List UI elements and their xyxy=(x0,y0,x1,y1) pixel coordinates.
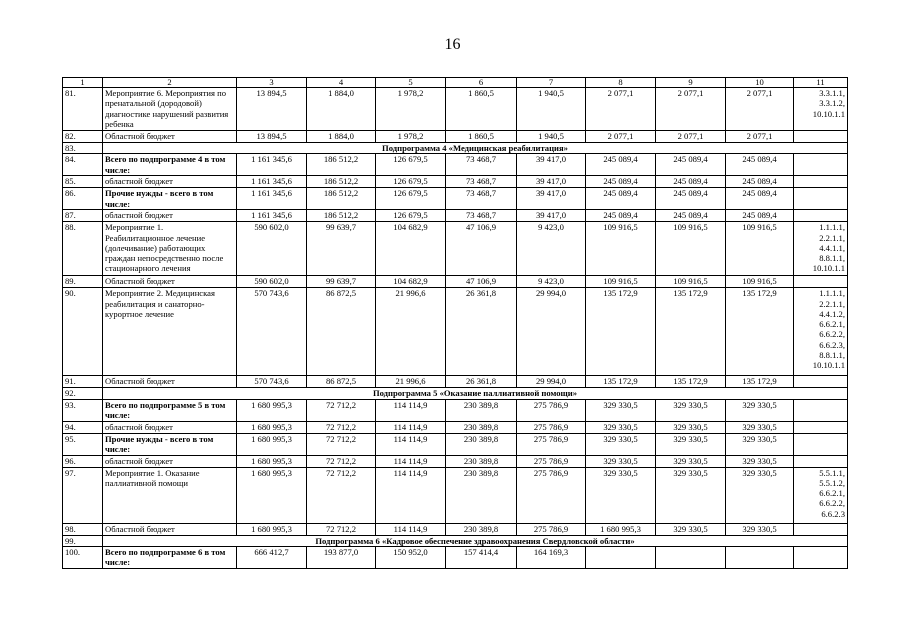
row-number: 92. xyxy=(63,388,103,399)
target-codes xyxy=(794,523,848,535)
amount-cell: 13 894,5 xyxy=(237,88,307,131)
column-number: 1 xyxy=(63,78,103,88)
amount-cell: 1 860,5 xyxy=(446,131,517,143)
amount-cell: 1 680 995,3 xyxy=(237,433,307,455)
row-label: областной бюджет xyxy=(103,210,237,222)
row-label: Прочие нужды - всего в том числе: xyxy=(103,433,237,455)
total-row xyxy=(63,154,848,176)
table-row xyxy=(63,455,848,467)
row-number: 82. xyxy=(63,131,103,143)
target-codes xyxy=(794,188,848,210)
row-label: областной бюджет xyxy=(103,176,237,188)
amount-cell: 2 077,1 xyxy=(656,88,726,131)
amount-cell: 150 952,0 xyxy=(376,546,446,568)
amount-cell: 329 330,5 xyxy=(656,467,726,523)
row-number: 90. xyxy=(63,288,103,376)
amount-cell: 245 089,4 xyxy=(656,154,726,176)
amount-cell: 230 389,8 xyxy=(446,433,517,455)
amount-cell: 329 330,5 xyxy=(586,467,656,523)
amount-cell: 329 330,5 xyxy=(656,455,726,467)
amount-cell: 114 114,9 xyxy=(376,433,446,455)
target-codes xyxy=(794,399,848,421)
column-number: 4 xyxy=(307,78,376,88)
amount-cell: 1 978,2 xyxy=(376,88,446,131)
target-codes xyxy=(794,210,848,222)
table-row xyxy=(63,288,848,376)
amount-cell: 13 894,5 xyxy=(237,131,307,143)
amount-cell: 245 089,4 xyxy=(656,188,726,210)
row-label: Всего по подпрограмме 6 в том числе: xyxy=(103,546,237,568)
amount-cell: 245 089,4 xyxy=(586,210,656,222)
column-number: 3 xyxy=(237,78,307,88)
amount-cell: 275 786,9 xyxy=(517,421,586,433)
column-number: 8 xyxy=(586,78,656,88)
amount-cell: 1 860,5 xyxy=(446,88,517,131)
row-label: Мероприятие 6. Мероприятия по пренатальной (дородовой) диагностике нарушений развития ребенка xyxy=(103,88,237,131)
amount-cell: 245 089,4 xyxy=(726,154,794,176)
amount-cell: 329 330,5 xyxy=(726,455,794,467)
amount-cell: 26 361,8 xyxy=(446,288,517,376)
amount-cell: 72 712,2 xyxy=(307,399,376,421)
amount-cell: 1 161 345,6 xyxy=(237,210,307,222)
amount-cell: 126 679,5 xyxy=(376,188,446,210)
amount-cell: 73 468,7 xyxy=(446,176,517,188)
amount-cell: 186 512,2 xyxy=(307,210,376,222)
amount-cell: 1 680 995,3 xyxy=(237,399,307,421)
table-row xyxy=(63,376,848,388)
amount-cell xyxy=(586,546,656,568)
row-number: 93. xyxy=(63,399,103,421)
row-number: 98. xyxy=(63,523,103,535)
table-row xyxy=(63,276,848,288)
amount-cell: 570 743,6 xyxy=(237,288,307,376)
amount-cell: 275 786,9 xyxy=(517,523,586,535)
amount-cell: 114 114,9 xyxy=(376,455,446,467)
amount-cell: 1 884,0 xyxy=(307,88,376,131)
amount-cell: 104 682,9 xyxy=(376,276,446,288)
amount-cell: 2 077,1 xyxy=(726,131,794,143)
amount-cell: 2 077,1 xyxy=(586,131,656,143)
amount-cell: 329 330,5 xyxy=(586,399,656,421)
amount-cell: 135 172,9 xyxy=(726,376,794,388)
section-title: Подпрограмма 5 «Оказание паллиативной помощи» xyxy=(103,388,848,399)
row-label: Областной бюджет xyxy=(103,276,237,288)
amount-cell: 275 786,9 xyxy=(517,433,586,455)
row-number: 91. xyxy=(63,376,103,388)
amount-cell: 2 077,1 xyxy=(586,88,656,131)
amount-cell: 666 412,7 xyxy=(237,546,307,568)
row-number: 81. xyxy=(63,88,103,131)
amount-cell: 186 512,2 xyxy=(307,176,376,188)
section-row xyxy=(63,388,848,399)
amount-cell: 245 089,4 xyxy=(726,210,794,222)
amount-cell: 29 994,0 xyxy=(517,376,586,388)
target-codes: 1.1.1.1, 2.2.1.1, 4.4.1.2, 6.6.2.1, 6.6.2.2, 6.6.2.3, 8.8.1.1, 10.10.1.1 xyxy=(794,288,848,376)
amount-cell: 275 786,9 xyxy=(517,399,586,421)
table-row xyxy=(63,467,848,523)
section-title: Подпрограмма 6 «Кадровое обеспечение здравоохранения Свердловской области» xyxy=(103,535,848,546)
amount-cell xyxy=(656,546,726,568)
target-codes: 5.5.1.1, 5.5.1.2, 6.6.2.1, 6.6.2.2, 6.6.2.3 xyxy=(794,467,848,523)
row-number: 88. xyxy=(63,222,103,276)
amount-cell: 1 161 345,6 xyxy=(237,176,307,188)
amount-cell: 193 877,0 xyxy=(307,546,376,568)
amount-cell: 230 389,8 xyxy=(446,399,517,421)
amount-cell: 126 679,5 xyxy=(376,176,446,188)
amount-cell: 245 089,4 xyxy=(656,210,726,222)
amount-cell: 275 786,9 xyxy=(517,455,586,467)
target-codes xyxy=(794,433,848,455)
amount-cell: 72 712,2 xyxy=(307,455,376,467)
total-row xyxy=(63,546,848,568)
amount-cell: 1 161 345,6 xyxy=(237,188,307,210)
amount-cell: 135 172,9 xyxy=(656,376,726,388)
amount-cell: 329 330,5 xyxy=(726,467,794,523)
column-number: 5 xyxy=(376,78,446,88)
table-row xyxy=(63,421,848,433)
row-number: 87. xyxy=(63,210,103,222)
target-codes xyxy=(794,131,848,143)
target-codes xyxy=(794,276,848,288)
amount-cell: 73 468,7 xyxy=(446,154,517,176)
row-number: 96. xyxy=(63,455,103,467)
amount-cell: 86 872,5 xyxy=(307,288,376,376)
target-codes xyxy=(794,154,848,176)
amount-cell: 109 916,5 xyxy=(726,276,794,288)
amount-cell: 73 468,7 xyxy=(446,210,517,222)
amount-cell: 21 996,6 xyxy=(376,288,446,376)
amount-cell: 114 114,9 xyxy=(376,467,446,523)
amount-cell: 39 417,0 xyxy=(517,210,586,222)
column-number: 10 xyxy=(726,78,794,88)
amount-cell: 99 639,7 xyxy=(307,222,376,276)
amount-cell: 9 423,0 xyxy=(517,276,586,288)
amount-cell: 109 916,5 xyxy=(586,276,656,288)
amount-cell: 39 417,0 xyxy=(517,176,586,188)
row-label: Областной бюджет xyxy=(103,523,237,535)
amount-cell: 230 389,8 xyxy=(446,455,517,467)
amount-cell: 99 639,7 xyxy=(307,276,376,288)
amount-cell: 26 361,8 xyxy=(446,376,517,388)
amount-cell: 135 172,9 xyxy=(586,288,656,376)
amount-cell: 186 512,2 xyxy=(307,154,376,176)
row-number: 95. xyxy=(63,433,103,455)
amount-cell: 245 089,4 xyxy=(726,176,794,188)
amount-cell: 126 679,5 xyxy=(376,154,446,176)
amount-cell: 164 169,3 xyxy=(517,546,586,568)
amount-cell: 2 077,1 xyxy=(726,88,794,131)
page-number: 16 xyxy=(444,36,461,53)
amount-cell: 47 106,9 xyxy=(446,276,517,288)
row-label: Всего по подпрограмме 4 в том числе: xyxy=(103,154,237,176)
row-label: областной бюджет xyxy=(103,421,237,433)
amount-cell: 329 330,5 xyxy=(656,421,726,433)
amount-cell: 109 916,5 xyxy=(586,222,656,276)
amount-cell: 47 106,9 xyxy=(446,222,517,276)
amount-cell: 329 330,5 xyxy=(726,421,794,433)
amount-cell: 135 172,9 xyxy=(726,288,794,376)
amount-cell: 39 417,0 xyxy=(517,188,586,210)
amount-cell: 1 680 995,3 xyxy=(237,467,307,523)
target-codes xyxy=(794,421,848,433)
amount-cell: 329 330,5 xyxy=(656,523,726,535)
amount-cell: 245 089,4 xyxy=(586,176,656,188)
row-number: 99. xyxy=(63,535,103,546)
amount-cell: 230 389,8 xyxy=(446,523,517,535)
amount-cell: 275 786,9 xyxy=(517,467,586,523)
target-codes xyxy=(794,546,848,568)
amount-cell: 109 916,5 xyxy=(726,222,794,276)
amount-cell: 329 330,5 xyxy=(656,433,726,455)
amount-cell: 1 680 995,3 xyxy=(237,455,307,467)
amount-cell: 114 114,9 xyxy=(376,399,446,421)
amount-cell: 230 389,8 xyxy=(446,467,517,523)
amount-cell: 186 512,2 xyxy=(307,188,376,210)
amount-cell: 245 089,4 xyxy=(726,188,794,210)
amount-cell: 72 712,2 xyxy=(307,433,376,455)
amount-cell: 1 680 995,3 xyxy=(237,421,307,433)
amount-cell: 109 916,5 xyxy=(656,276,726,288)
amount-cell: 245 089,4 xyxy=(586,154,656,176)
amount-cell: 135 172,9 xyxy=(586,376,656,388)
amount-cell: 329 330,5 xyxy=(726,523,794,535)
table-row xyxy=(63,523,848,535)
amount-cell: 86 872,5 xyxy=(307,376,376,388)
total-row xyxy=(63,433,848,455)
row-number: 83. xyxy=(63,143,103,154)
amount-cell: 570 743,6 xyxy=(237,376,307,388)
amount-cell: 2 077,1 xyxy=(656,131,726,143)
amount-cell: 114 114,9 xyxy=(376,421,446,433)
amount-cell: 329 330,5 xyxy=(726,433,794,455)
target-codes: 3.3.1.1, 3.3.1.2, 10.10.1.1 xyxy=(794,88,848,131)
amount-cell: 1 680 995,3 xyxy=(237,523,307,535)
amount-cell: 1 940,5 xyxy=(517,131,586,143)
column-number-row xyxy=(63,78,848,88)
amount-cell: 21 996,6 xyxy=(376,376,446,388)
amount-cell xyxy=(726,546,794,568)
row-label: Мероприятие 1. Оказание паллиативной помощи xyxy=(103,467,237,523)
amount-cell: 329 330,5 xyxy=(726,399,794,421)
amount-cell: 109 916,5 xyxy=(656,222,726,276)
row-number: 84. xyxy=(63,154,103,176)
table-row xyxy=(63,131,848,143)
row-label: Областной бюджет xyxy=(103,131,237,143)
amount-cell: 1 161 345,6 xyxy=(237,154,307,176)
row-number: 89. xyxy=(63,276,103,288)
amount-cell: 329 330,5 xyxy=(586,455,656,467)
row-label: Областной бюджет xyxy=(103,376,237,388)
row-label: Мероприятие 1. Реабилитационное лечение (долечивание) работающих граждан непосредственно после стационарного лечения xyxy=(103,222,237,276)
target-codes: 1.1.1.1, 2.2.1.1, 4.4.1.1, 8.8.1.1, 10.10.1.1 xyxy=(794,222,848,276)
amount-cell: 590 602,0 xyxy=(237,276,307,288)
row-label: областной бюджет xyxy=(103,455,237,467)
total-row xyxy=(63,399,848,421)
row-number: 85. xyxy=(63,176,103,188)
amount-cell: 72 712,2 xyxy=(307,467,376,523)
amount-cell: 329 330,5 xyxy=(656,399,726,421)
target-codes xyxy=(794,176,848,188)
amount-cell: 104 682,9 xyxy=(376,222,446,276)
amount-cell: 245 089,4 xyxy=(656,176,726,188)
column-number: 11 xyxy=(794,78,848,88)
amount-cell: 329 330,5 xyxy=(586,433,656,455)
column-number: 2 xyxy=(103,78,237,88)
amount-cell: 329 330,5 xyxy=(586,421,656,433)
row-number: 100. xyxy=(63,546,103,568)
row-number: 97. xyxy=(63,467,103,523)
column-number: 9 xyxy=(656,78,726,88)
row-label: Всего по подпрограмме 5 в том числе: xyxy=(103,399,237,421)
table-row xyxy=(63,88,848,131)
amount-cell: 1 940,5 xyxy=(517,88,586,131)
amount-cell: 39 417,0 xyxy=(517,154,586,176)
amount-cell: 245 089,4 xyxy=(586,188,656,210)
row-label: Прочие нужды - всего в том числе: xyxy=(103,188,237,210)
amount-cell: 72 712,2 xyxy=(307,421,376,433)
row-number: 86. xyxy=(63,188,103,210)
total-row xyxy=(63,188,848,210)
column-number: 6 xyxy=(446,78,517,88)
target-codes xyxy=(794,376,848,388)
amount-cell: 590 602,0 xyxy=(237,222,307,276)
amount-cell: 1 978,2 xyxy=(376,131,446,143)
table-row xyxy=(63,222,848,276)
amount-cell: 72 712,2 xyxy=(307,523,376,535)
amount-cell: 135 172,9 xyxy=(656,288,726,376)
amount-cell: 29 994,0 xyxy=(517,288,586,376)
section-title: Подпрограмма 4 «Медицинская реабилитация» xyxy=(103,143,848,154)
budget-table xyxy=(62,77,848,569)
section-row xyxy=(63,535,848,546)
amount-cell: 1 680 995,3 xyxy=(586,523,656,535)
column-number: 7 xyxy=(517,78,586,88)
target-codes xyxy=(794,455,848,467)
row-label: Мероприятие 2. Медицинская реабилитация и санаторно-курортное лечение xyxy=(103,288,237,376)
table-row xyxy=(63,176,848,188)
amount-cell: 157 414,4 xyxy=(446,546,517,568)
section-row xyxy=(63,143,848,154)
amount-cell: 1 884,0 xyxy=(307,131,376,143)
row-number: 94. xyxy=(63,421,103,433)
table-row xyxy=(63,210,848,222)
amount-cell: 9 423,0 xyxy=(517,222,586,276)
amount-cell: 126 679,5 xyxy=(376,210,446,222)
amount-cell: 73 468,7 xyxy=(446,188,517,210)
amount-cell: 230 389,8 xyxy=(446,421,517,433)
amount-cell: 114 114,9 xyxy=(376,523,446,535)
